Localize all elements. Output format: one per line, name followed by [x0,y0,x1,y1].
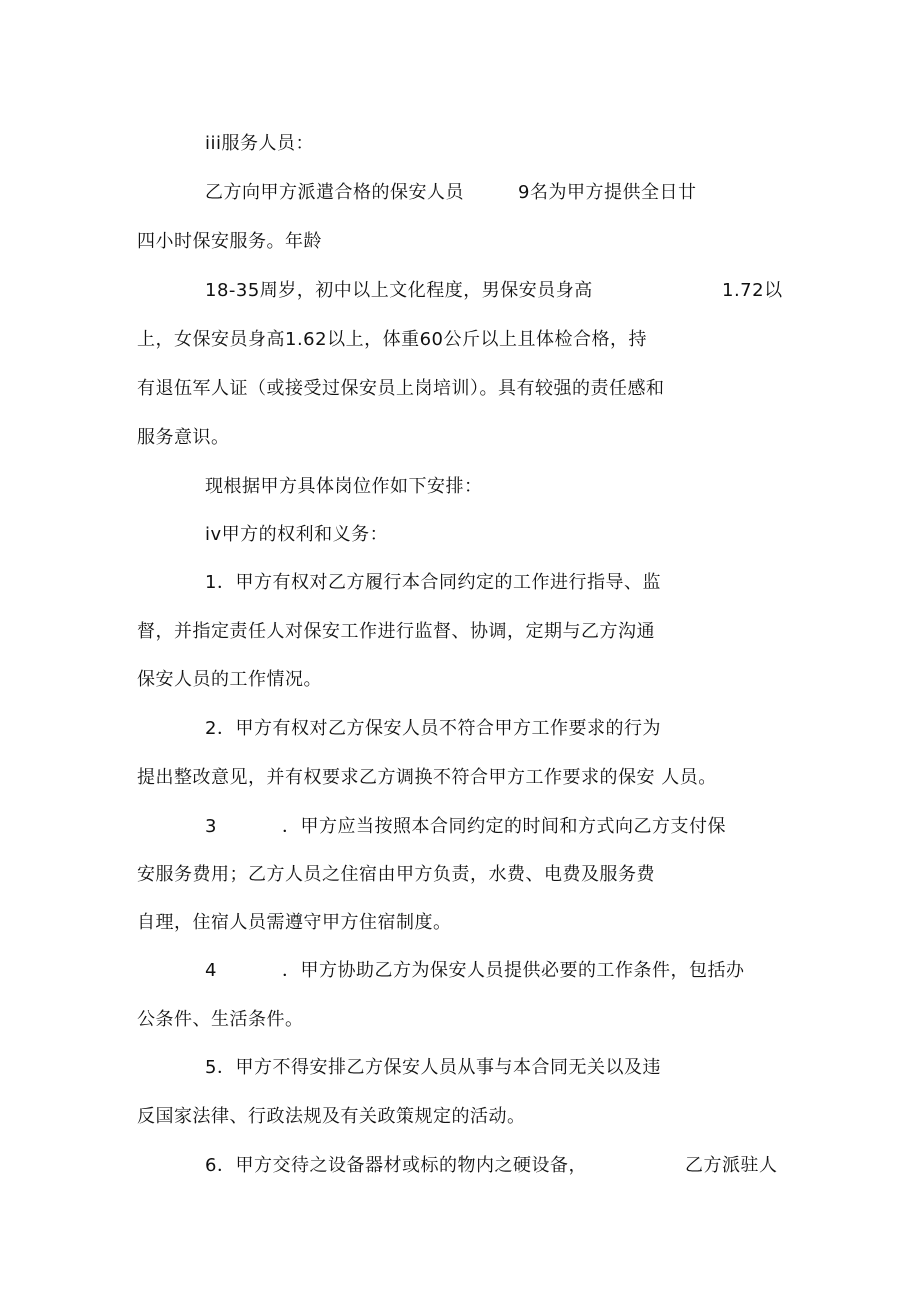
text-line: 自理，住宿人员需遵守甲方住宿制度。 [137,912,452,933]
text-line: 反国家法律、行政法规及有关政策规定的活动。 [137,1106,526,1127]
text-line: 乙方派驻人 [685,1155,778,1176]
text-line: ．甲方协助乙方为保安人员提供必要的工作条件，包括办 [282,960,745,981]
text-line: 安服务费用；乙方人员之住宿由甲方负责，水费、电费及服务费 [137,864,655,885]
text-line: 保安人员的工作情况。 [137,669,322,690]
list-item: 3 [205,816,217,837]
list-item: 5．甲方不得安排乙方保安人员从事与本合同无关以及违 [205,1057,661,1078]
text-line: 现根据甲方具体岗位作如下安排： [205,476,483,497]
list-item: 4 [205,960,217,981]
text-line: 有退伍军人证（或接受过保安员上岗培训）。具有较强的责任感和 [137,378,665,399]
list-item: 2．甲方有权对乙方保安人员不符合甲方工作要求的行为 [205,718,661,739]
text-line: 服务意识。 [137,427,230,448]
text-line: 公条件、生活条件。 [137,1009,304,1030]
text-line: 上，女保安员身高1.62以上，体重60公斤以上且体检合格，持 [137,329,647,350]
text-line: 1.72以 [722,280,783,301]
text-line: 督，并指定责任人对保安工作进行监督、协调，定期与乙方沟通 [137,621,655,642]
text-line: iii服务人员： [205,133,315,154]
section-heading: iv甲方的权利和义务： [205,524,389,545]
text-line: 18-35周岁，初中以上文化程度，男保安员身高 [205,280,593,301]
text-line: 四小时保安服务。年龄 [137,231,322,252]
text-line: ．甲方应当按照本合同约定的时间和方式向乙方支付保 [282,816,726,837]
text-line: 提出整改意见，并有权要求乙方调换不符合甲方工作要求的保安 人员。 [137,767,717,788]
list-item: 1．甲方有权对乙方履行本合同约定的工作进行指导、监 [205,572,661,593]
text-line: 乙方向甲方派遣合格的保安人员 9名为甲方提供全日廿 [205,182,697,203]
list-item: 6．甲方交待之设备器材或标的物内之硬设备， [205,1155,587,1176]
